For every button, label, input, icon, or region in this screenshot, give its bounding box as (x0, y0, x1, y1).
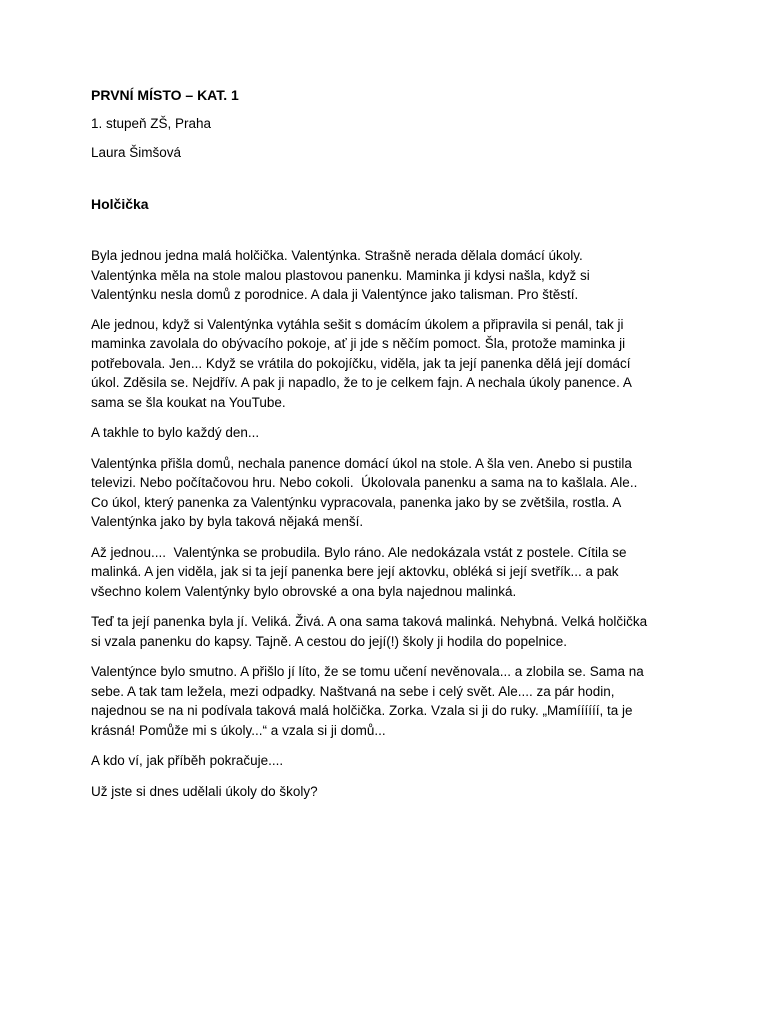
paragraph-line: krásná! Pomůže mi s úkoly...“ a vzala si ji domů... (91, 722, 386, 738)
paragraph-line: maminka zavolala do obývacího pokoje, ať ji jde s něčím pomoct. Šla, protože maminka ji (91, 336, 626, 351)
paragraph-line: Valentýnka měla na stole malou plastovou panenku. Maminka ji kdysi našla, když si (91, 267, 590, 283)
story-paragraph (91, 751, 681, 771)
story-body (91, 246, 681, 801)
paragraph-line: Teď ta její panenka byla jí. Veliká. Živá. A ona sama taková malinká. Nehybná. Velká holčička (91, 614, 648, 629)
document-page (91, 86, 681, 801)
story-paragraph (91, 612, 681, 651)
paragraph-line: A takhle to bylo každý den... (91, 425, 260, 440)
story-paragraph (91, 423, 681, 443)
paragraph-line: sebe. A tak tam ležela, mezi odpadky. Naštvaná na sebe i celý svět. Ale.... za pár hodin, (91, 683, 615, 699)
paragraph-line: Už jste si dnes udělali úkoly do školy? (91, 783, 318, 799)
award-heading: PRVNÍ MÍSTO – KAT. 1 (91, 87, 239, 103)
story-title: Holčička (91, 196, 149, 212)
paragraph-line: Valentýnku nesla domů z porodnice. A dala ji Valentýnce jako talisman. Pro štěstí. (91, 287, 579, 302)
paragraph-line: sama se šla koukat na YouTube. (91, 394, 286, 410)
paragraph-line: všechno kolem Valentýnky bylo obrovské a ona byla najednou malinká. (91, 583, 517, 599)
paragraph-line: A kdo ví, jak příběh pokračuje.... (91, 753, 284, 768)
paragraph-line: potřebovala. Jen... Když se vrátila do pokojíčku, viděla, jak ta její panenka dělá její domácí (91, 355, 631, 371)
paragraph-line: Valentýnce bylo smutno. A přišlo jí líto, že se tomu učení nevěnovala... a zlobila se. Sama na (91, 664, 644, 679)
paragraph-line: Valentýnka přišla domů, nechala panence domácí úkol na stole. A šla ven. Anebo si pustila (91, 455, 632, 471)
paragraph-line: malinká. A jen viděla, jak si ta její panenka bere její aktovku, obléká si její svetřík... a pak (91, 564, 619, 579)
story-paragraph (91, 246, 681, 305)
paragraph-line: Až jednou.... Valentýnka se probudila. Bylo ráno. Ale nedokázala vstát z postele. Cítila se (91, 544, 627, 560)
paragraph-line: Byla jednou jedna malá holčička. Valentýnka. Strašně nerada dělala domácí úkoly. (91, 248, 583, 263)
paragraph-line: najednou se na ni podívala taková malá holčička. Zorka. Vzala si ji do ruky. „Mamíííííí, ta je (91, 703, 633, 718)
school-line: 1. stupeň ZŠ, Praha (91, 116, 212, 131)
story-paragraph (91, 662, 681, 740)
story-paragraph (91, 543, 681, 602)
paragraph-line: televizi. Nebo počítačovou hru. Nebo cokoli. Úkolovala panenku a sama na to kašlala. Ale.. (91, 475, 638, 490)
story-paragraph (91, 782, 681, 802)
paragraph-line: úkol. Zděsila se. Nejdřív. A pak ji napadlo, že to je celkem fajn. A nechala úkoly panence. A (91, 375, 632, 390)
paragraph-line: si vzala panenku do kapsy. Tajně. A cestou do její(!) školy ji hodila do popelnice. (91, 633, 568, 649)
paragraph-line: Valentýnka jako by byla taková nějaká menší. (91, 514, 364, 529)
author-name: Laura Šimšová (91, 145, 182, 160)
story-paragraph (91, 454, 681, 532)
paragraph-line: Ale jednou, když si Valentýnka vytáhla sešit s domácím úkolem a připravila si penál, tak ji (91, 316, 624, 332)
paragraph-line: Co úkol, který panenka za Valentýnku vypracovala, panenka jako by se zvětšila, rostla. A (91, 494, 622, 510)
story-paragraph (91, 315, 681, 413)
